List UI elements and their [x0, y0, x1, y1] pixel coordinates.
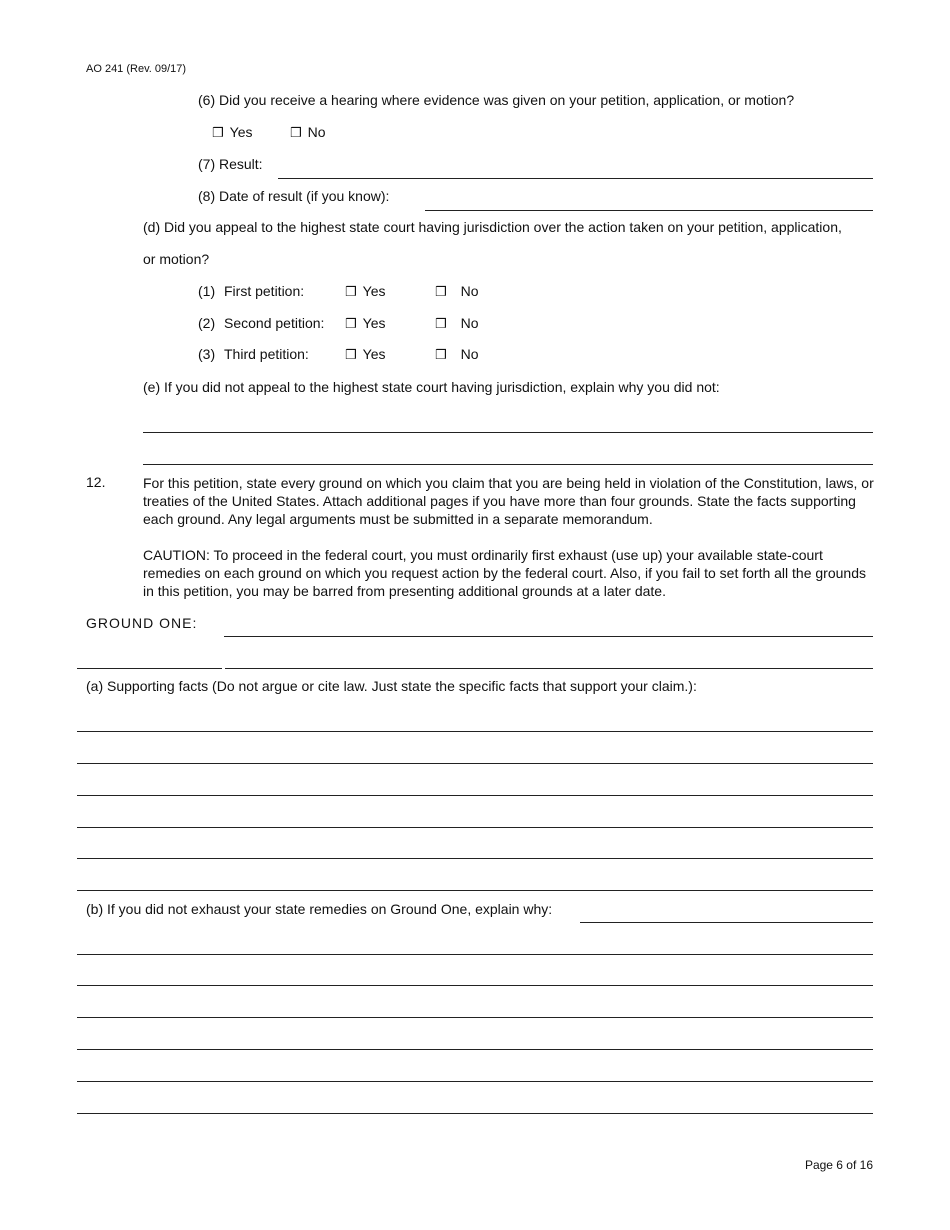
qd-row-label: Third petition: — [224, 346, 309, 362]
ground-one-line[interactable] — [224, 636, 873, 637]
qe-answer-line[interactable] — [143, 432, 873, 433]
checkbox-icon[interactable]: ❒ — [290, 125, 302, 140]
ground-one-line[interactable] — [77, 668, 222, 669]
item-12-paragraph: For this petition, state every ground on which you claim that you are being held in violation of the Constitution, laws, or treaties of the United States. Attach additional pages if you have more than four grounds. State the facts supporting each ground. Any legal arguments must be submitted in a separate memorandum. — [143, 475, 874, 527]
q8-label: (8) Date of result (if you know): — [198, 188, 390, 204]
supporting-facts-line[interactable] — [77, 890, 873, 891]
qd-row1-yes-option[interactable] — [345, 283, 386, 300]
exhaust-line[interactable] — [77, 1017, 873, 1018]
qd-row-num: (1) — [198, 283, 216, 299]
qd-row3-no-label: No — [460, 346, 479, 362]
supporting-facts-line[interactable] — [77, 827, 873, 828]
checkbox-icon[interactable]: ❒ — [435, 284, 447, 299]
qd-row2-yes-option[interactable] — [345, 315, 386, 332]
qd-row1-no-option[interactable] — [435, 283, 479, 300]
exhaust-label: (b) If you did not exhaust your state remedies on Ground One, explain why: — [86, 901, 553, 917]
exhaust-line[interactable] — [77, 1113, 873, 1114]
checkbox-icon[interactable]: ❒ — [345, 316, 357, 331]
exhaust-line[interactable] — [580, 922, 873, 923]
qe-answer-line[interactable] — [143, 464, 873, 465]
exhaust-line[interactable] — [77, 985, 873, 986]
supporting-facts-label: (a) Supporting facts (Do not argue or cite law. Just state the specific facts that support your claim.): — [86, 678, 697, 694]
supporting-facts-line[interactable] — [77, 858, 873, 859]
ground-one-label: GROUND ONE: — [86, 615, 198, 631]
exhaust-line[interactable] — [77, 1049, 873, 1050]
qd-row2-yes-label: Yes — [362, 315, 386, 331]
checkbox-icon[interactable]: ❒ — [345, 347, 357, 362]
qd-row3-no-option[interactable] — [435, 346, 479, 363]
qe-text: (e) If you did not appeal to the highest state court having jurisdiction, explain why you did not: — [143, 379, 720, 395]
checkbox-icon[interactable]: ❒ — [435, 347, 447, 362]
qd-text-line1: (d) Did you appeal to the highest state court having jurisdiction over the action taken on your petition, application, — [143, 219, 842, 235]
qd-row3-yes-label: Yes — [362, 346, 386, 362]
supporting-facts-line[interactable] — [77, 795, 873, 796]
exhaust-line[interactable] — [77, 1081, 873, 1082]
qd-row3-yes-option[interactable] — [345, 346, 386, 363]
form-id: AO 241 (Rev. 09/17) — [86, 63, 187, 75]
qd-row-label: Second petition: — [224, 315, 325, 331]
checkbox-icon[interactable]: ❒ — [212, 125, 224, 140]
q6-text: (6) Did you receive a hearing where evidence was given on your petition, application, or motion? — [198, 92, 795, 108]
qd-row-num: (3) — [198, 346, 216, 362]
q7-label: (7) Result: — [198, 156, 263, 172]
supporting-facts-line[interactable] — [77, 763, 873, 764]
qd-row1-no-label: No — [460, 283, 479, 299]
supporting-facts-line[interactable] — [77, 731, 873, 732]
q6-yes-label: Yes — [229, 124, 253, 140]
item-12-caution: CAUTION: To proceed in the federal court, you must ordinarily first exhaust (use up) your available state-court remedies on each ground on which you request action by the federal court. Also, if you fail to set forth all the grounds in this petition, you may be barred from presenting additional grounds at a later date. — [143, 547, 866, 599]
qd-text-line2: or motion? — [143, 251, 210, 267]
q6-no-option[interactable] — [290, 124, 326, 141]
qd-row2-no-option[interactable] — [435, 315, 479, 332]
ground-one-line[interactable] — [225, 668, 873, 669]
item-12-number: 12. — [86, 474, 106, 490]
q7-answer-line[interactable] — [278, 178, 873, 179]
qd-row2-no-label: No — [460, 315, 479, 331]
checkbox-icon[interactable]: ❒ — [345, 284, 357, 299]
exhaust-line[interactable] — [77, 954, 873, 955]
qd-row-num: (2) — [198, 315, 216, 331]
checkbox-icon[interactable]: ❒ — [435, 316, 447, 331]
qd-row-label: First petition: — [224, 283, 305, 299]
q6-yes-option[interactable] — [212, 124, 253, 141]
q6-no-label: No — [307, 124, 326, 140]
qd-row1-yes-label: Yes — [362, 283, 386, 299]
page-number: Page 6 of 16 — [804, 1158, 873, 1172]
q8-answer-line[interactable] — [425, 210, 873, 211]
